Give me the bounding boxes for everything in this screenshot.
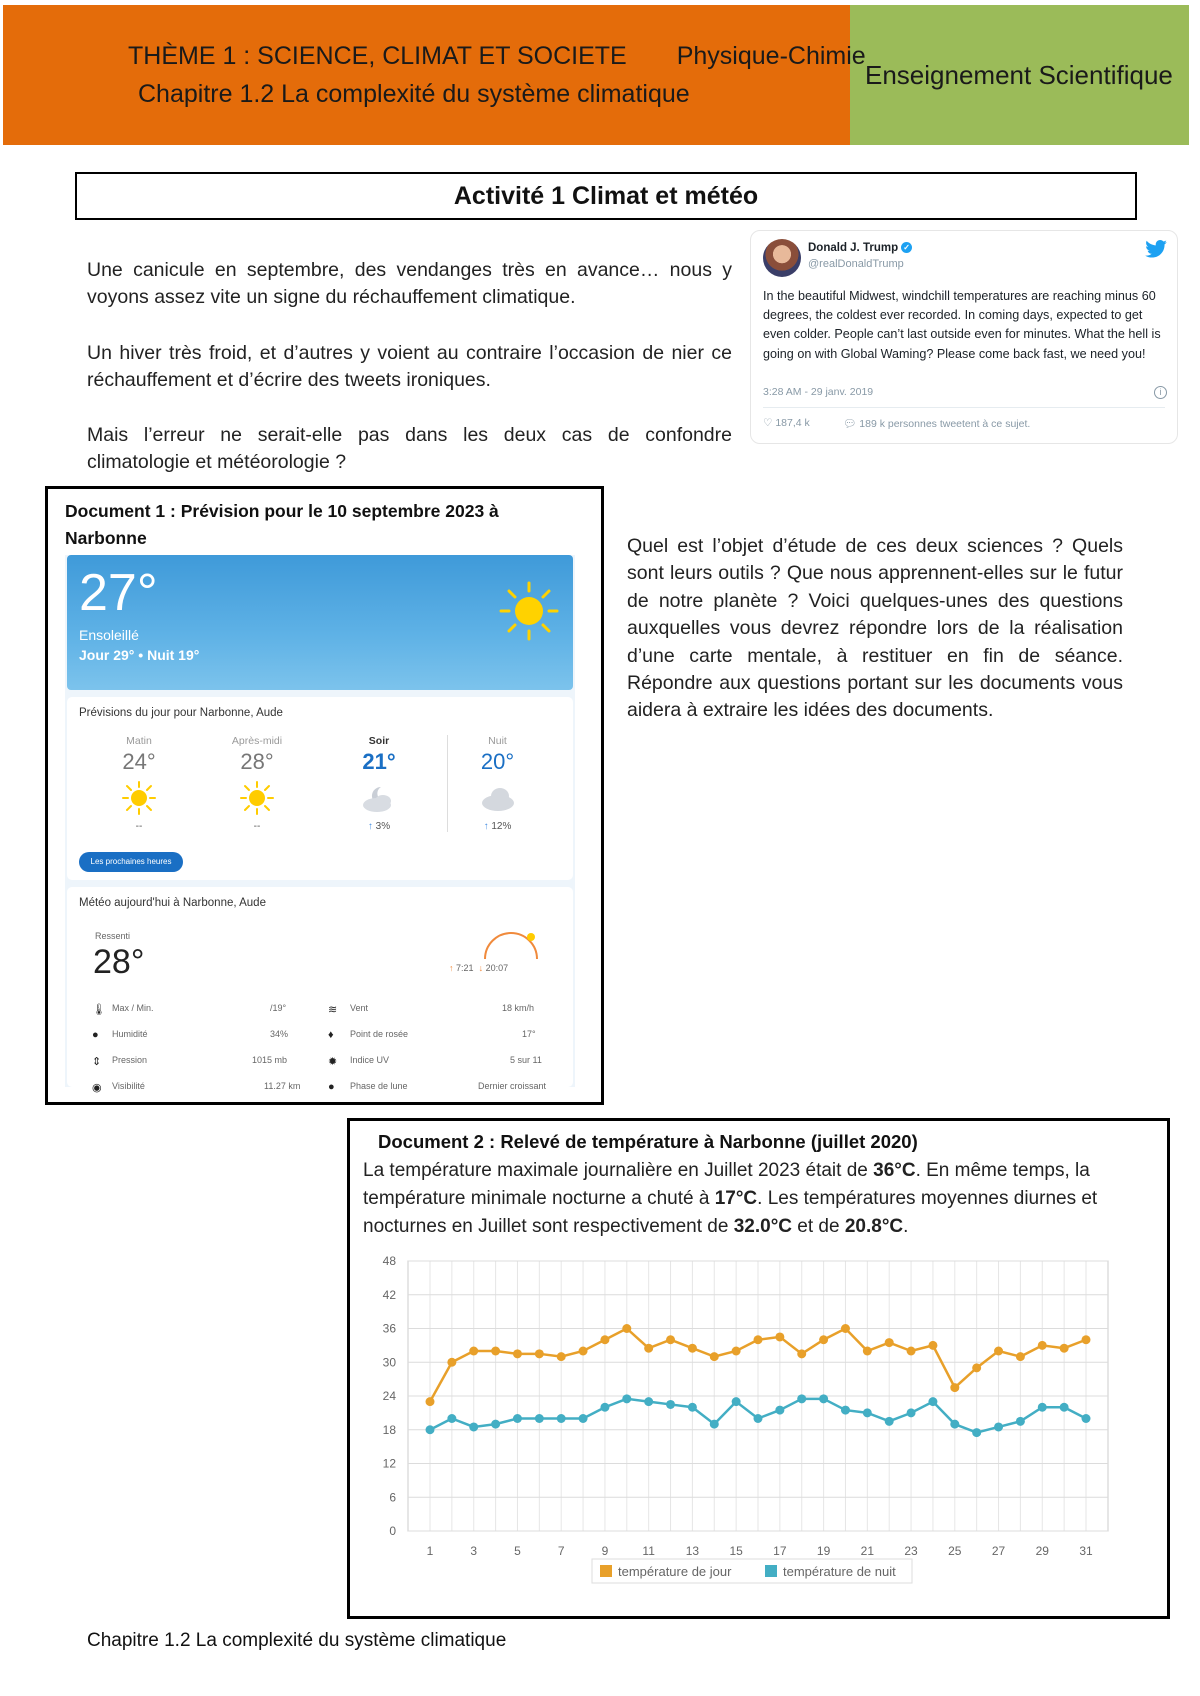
data-point	[1016, 1352, 1025, 1361]
weather-widget	[65, 555, 575, 1094]
forecast-night	[447, 735, 547, 832]
text-segment: .	[903, 1216, 909, 1238]
data-point	[841, 1324, 850, 1333]
data-point	[557, 1414, 566, 1423]
data-point	[797, 1349, 806, 1358]
detail-value: 17°	[522, 1029, 536, 1039]
forecast-label: Après-midi	[231, 735, 283, 747]
current-temperature: 27°	[79, 564, 158, 622]
raindrop-icon: ↑	[483, 821, 489, 832]
document-2-text	[363, 1157, 1158, 1242]
data-point	[644, 1344, 653, 1353]
data-point	[732, 1397, 741, 1406]
data-point	[666, 1400, 675, 1409]
header-subject: Physique-Chimie	[676, 42, 866, 70]
day-night-temperatures: Jour 29° • Nuit 19°	[79, 647, 200, 663]
activity-title-box	[75, 172, 1137, 220]
data-point	[885, 1417, 894, 1426]
detail-label: Pression	[112, 1055, 148, 1065]
dewpoint-icon: ♦	[328, 1029, 334, 1041]
legend-swatch	[600, 1565, 612, 1577]
header-chapter: Chapitre 1.2 La complexité du système climatique	[138, 80, 690, 108]
verified-icon: ✓	[901, 242, 912, 253]
detail-row	[92, 1003, 554, 1021]
x-tick-label: 21	[860, 1544, 875, 1558]
detail-label: Visibilité	[112, 1081, 145, 1091]
data-point	[469, 1347, 478, 1356]
heart-icon: ♡	[763, 417, 773, 429]
data-point	[688, 1344, 697, 1353]
data-point	[928, 1341, 937, 1350]
document-1	[45, 486, 604, 1105]
document-2-title: Document 2 : Relevé de température à Narbonne (juillet 2020)	[378, 1131, 918, 1152]
speech-bubble-icon: 💬︎	[843, 418, 857, 430]
sunset-icon: ↓	[478, 963, 484, 973]
forecast-precip-value: 12%	[491, 821, 512, 832]
detail-value: 34%	[270, 1029, 289, 1039]
data-point	[600, 1335, 609, 1344]
data-point	[994, 1422, 1003, 1431]
data-point	[863, 1408, 872, 1417]
data-point	[1082, 1335, 1091, 1344]
footer-chapter: Chapitre 1.2 La complexité du système climatique	[87, 1630, 507, 1651]
feels-like-label: Ressenti	[95, 931, 131, 941]
current-condition: Ensoleillé	[79, 627, 139, 643]
tweet-text: In the beautiful Midwest, windchill temperatures are reaching minus 60 degrees, the coldest ever recorded. In coming days, expected to get even colder. People can’t last outside even for minutes. What the hell is going on with Global Waming? Please come back fast, we need you!	[763, 289, 1161, 361]
data-point	[994, 1347, 1003, 1356]
sunrise-icon: ↑	[449, 963, 454, 973]
forecast-label: Matin	[126, 735, 152, 747]
feels-like-value: 28°	[93, 943, 145, 981]
forecast-temp: 21°	[362, 749, 396, 774]
data-point	[710, 1352, 719, 1361]
data-point	[819, 1335, 828, 1344]
x-tick-label: 3	[470, 1544, 478, 1558]
data-point	[469, 1422, 478, 1431]
data-point	[644, 1397, 653, 1406]
forecast-afternoon	[207, 735, 307, 832]
mean-night-value: 20.8°C	[844, 1216, 904, 1238]
x-tick-label: 5	[514, 1544, 521, 1558]
detail-row	[92, 1081, 554, 1099]
wind-icon: ≋	[328, 1004, 338, 1016]
x-tick-label: 17	[773, 1544, 787, 1558]
forecast-precip	[448, 821, 547, 832]
x-tick-label: 9	[601, 1544, 609, 1558]
tweet-talking[interactable]	[843, 417, 1030, 430]
text-segment: La température maximale journalière en Juillet 2023 était de	[363, 1160, 874, 1181]
uv-icon: ✹	[328, 1056, 338, 1068]
x-tick-label: 1	[426, 1544, 434, 1558]
y-tick-label: 30	[382, 1355, 396, 1370]
raindrop-icon: ↑	[367, 821, 373, 832]
x-tick-label: 27	[991, 1544, 1006, 1558]
data-point	[513, 1414, 522, 1423]
forecast-precip	[329, 821, 429, 832]
data-point	[579, 1347, 588, 1356]
drop-icon: ●	[92, 1029, 99, 1041]
tweet-talking-text: 189 k personnes tweetent à ce sujet.	[859, 418, 1031, 430]
detail-label: Phase de lune	[350, 1081, 408, 1091]
data-point	[491, 1347, 500, 1356]
divider	[763, 407, 1165, 408]
forecast-precip: --	[135, 821, 143, 832]
detail-row	[92, 1055, 554, 1073]
data-point	[447, 1358, 456, 1367]
detail-value: 11.27 km	[264, 1081, 301, 1091]
data-point	[688, 1403, 697, 1412]
detail-value: 18 km/h	[502, 1003, 535, 1013]
text-segment: et de	[792, 1216, 845, 1238]
intro-paragraph-1: Une canicule en septembre, des vendanges très en avance… nous y voyons assez vite un signe du réchauffement climatique.	[87, 259, 732, 308]
sun-icon	[240, 781, 274, 815]
y-tick-label: 42	[382, 1287, 396, 1302]
x-tick-label: 7	[557, 1544, 565, 1558]
data-point	[907, 1408, 916, 1417]
data-point	[535, 1349, 544, 1358]
forecast-evening	[329, 735, 429, 832]
data-point	[841, 1406, 850, 1415]
today-details-title: Météo aujourd'hui à Narbonne, Aude	[79, 897, 266, 909]
tweet-handle: @realDonaldTrump	[808, 258, 904, 270]
detail-value: 1015 mb	[252, 1055, 288, 1065]
moon-cloud-icon	[359, 781, 399, 815]
detail-value: 5 sur 11	[510, 1055, 542, 1065]
sunset-time: 20:07	[485, 963, 509, 973]
daily-forecast-title: Prévisions du jour pour Narbonne, Aude	[79, 707, 283, 719]
avatar	[763, 239, 801, 277]
legend-swatch	[765, 1565, 777, 1577]
data-point	[1016, 1417, 1025, 1426]
detail-label: Point de rosée	[350, 1029, 409, 1039]
detail-label: Vent	[350, 1003, 369, 1013]
min-temp-value: 17°C	[714, 1188, 758, 1210]
tweet-author	[808, 242, 912, 254]
eye-icon: ◉	[92, 1082, 102, 1094]
legend-label: température de nuit	[783, 1564, 896, 1579]
tweet-author-name: Donald J. Trump	[808, 242, 899, 254]
forecast-temp: 24°	[122, 749, 156, 774]
x-tick-label: 19	[816, 1544, 831, 1558]
data-point	[426, 1425, 435, 1434]
x-tick-label: 29	[1035, 1544, 1049, 1558]
sun-icon	[499, 581, 559, 641]
data-point	[928, 1397, 937, 1406]
data-point	[710, 1420, 719, 1429]
detail-value: Dernier croissant	[478, 1081, 547, 1091]
header-theme-line	[128, 42, 866, 71]
forecast-label: Soir	[368, 735, 390, 747]
data-point	[535, 1414, 544, 1423]
x-tick-label: 11	[642, 1544, 655, 1558]
tweet-likes[interactable]	[763, 417, 810, 429]
forecast-precip-value: 3%	[375, 821, 391, 832]
max-temp-value: 36°C	[873, 1160, 916, 1181]
data-point	[732, 1347, 741, 1356]
forecast-morning	[89, 735, 189, 832]
y-tick-label: 12	[382, 1456, 396, 1471]
thermometer-icon: 🌡︎	[92, 1004, 106, 1016]
data-point	[1038, 1403, 1047, 1412]
x-tick-label: 13	[685, 1544, 700, 1558]
questions-paragraph: Quel est l’objet d’étude de ces deux sciences ? Quels sont leurs outils ? Que nous apprennent-elles sur le futur de notre planète ? Voici quelques-unes des questions auxquelles vous devrez répondre lors de la réalisation d’une carte mentale, à restituer en fin de séance. Répondre aux questions portant sur les documents vous aidera à extraire les idées des documents.	[627, 535, 1123, 722]
text-segment: . En même temps, la température minimale nocturne a chuté à	[363, 1160, 1090, 1210]
data-point	[491, 1420, 500, 1429]
y-tick-label: 0	[389, 1524, 396, 1538]
detail-value: /19°	[270, 1003, 287, 1013]
data-point	[579, 1414, 588, 1423]
data-point	[1060, 1344, 1069, 1353]
cloud-icon	[478, 783, 518, 813]
sun-icon	[122, 781, 156, 815]
data-point	[447, 1414, 456, 1423]
legend-label: température de jour	[618, 1564, 732, 1579]
header-course: Enseignement Scientifique	[865, 60, 1173, 90]
header-band-left	[3, 5, 850, 145]
forecast-temp: 28°	[240, 749, 274, 774]
y-tick-label: 48	[382, 1254, 396, 1268]
x-tick-label: 15	[729, 1544, 743, 1558]
sunrise-time: 7:21	[456, 963, 474, 973]
data-point	[666, 1335, 675, 1344]
data-point	[557, 1352, 566, 1361]
data-point	[775, 1332, 784, 1341]
data-point	[972, 1428, 981, 1437]
daily-forecast-panel	[67, 697, 573, 880]
forecast-precip: --	[253, 821, 261, 832]
temperature-chart	[360, 1249, 1160, 1611]
data-point	[775, 1406, 784, 1415]
intro-paragraph-2: Un hiver très froid, et d’autres y voient au contraire l’occasion de nier ce réchauffement et d’écrire des tweets ironiques.	[87, 342, 732, 391]
y-tick-label: 6	[389, 1490, 396, 1505]
detail-label: Max / Min.	[112, 1003, 154, 1013]
y-tick-label: 18	[382, 1422, 396, 1437]
x-tick-label: 25	[948, 1544, 962, 1558]
data-point	[754, 1414, 763, 1423]
x-tick-label: 23	[904, 1544, 918, 1558]
data-point	[950, 1383, 959, 1392]
data-point	[754, 1335, 763, 1344]
activity-title: Activité 1 Climat et météo	[453, 181, 759, 210]
forecast-temp: 20°	[480, 749, 515, 774]
data-point	[972, 1363, 981, 1372]
tweet-time: 3:28 AM - 29 janv. 2019	[763, 386, 874, 398]
info-icon[interactable]: i	[1154, 386, 1167, 399]
document-2	[347, 1118, 1170, 1619]
data-point	[885, 1338, 894, 1347]
data-point	[426, 1397, 435, 1406]
data-point	[600, 1403, 609, 1412]
data-point	[1082, 1414, 1091, 1423]
y-tick-label: 36	[382, 1321, 396, 1336]
moon-icon: ●	[328, 1081, 335, 1093]
data-point	[819, 1394, 828, 1403]
mean-day-value: 32.0°C	[733, 1216, 793, 1238]
tweet-card	[750, 230, 1178, 444]
forecast-label: Nuit	[488, 735, 507, 747]
data-point	[907, 1347, 916, 1356]
detail-label: Indice UV	[350, 1055, 390, 1065]
data-point	[622, 1324, 631, 1333]
data-point	[863, 1347, 872, 1356]
twitter-bird-icon	[1145, 240, 1167, 258]
data-point	[1060, 1403, 1069, 1412]
data-point	[950, 1420, 959, 1429]
data-point	[1038, 1341, 1047, 1350]
sunrise-sunset	[449, 963, 508, 973]
detail-label: Humidité	[112, 1029, 148, 1039]
data-point	[797, 1394, 806, 1403]
tweet-likes-count: 187,4 k	[775, 417, 810, 429]
document-1-title: Document 1 : Prévision pour le 10 septembre 2023 à Narbonne	[65, 501, 499, 548]
next-hours-button[interactable]: Les prochaines heures	[79, 852, 183, 872]
weather-current-panel	[67, 555, 573, 690]
header-theme: THÈME 1 : SCIENCE, CLIMAT ET SOCIETE	[128, 42, 627, 70]
today-details-panel	[67, 887, 573, 1094]
text-segment: . Les températures moyennes diurnes et nocturnes en Juillet sont respectivement de	[363, 1188, 1098, 1238]
intro-paragraph-3: Mais l’erreur ne serait-elle pas dans les deux cas de confondre climatologie et météorologie ?	[87, 424, 732, 473]
detail-row	[92, 1029, 554, 1047]
pressure-icon: ⇕	[92, 1056, 102, 1068]
y-tick-label: 24	[382, 1389, 396, 1403]
x-tick-label: 31	[1079, 1544, 1093, 1558]
sun-arc-icon	[479, 923, 543, 963]
data-point	[622, 1394, 631, 1403]
data-point	[513, 1349, 522, 1358]
